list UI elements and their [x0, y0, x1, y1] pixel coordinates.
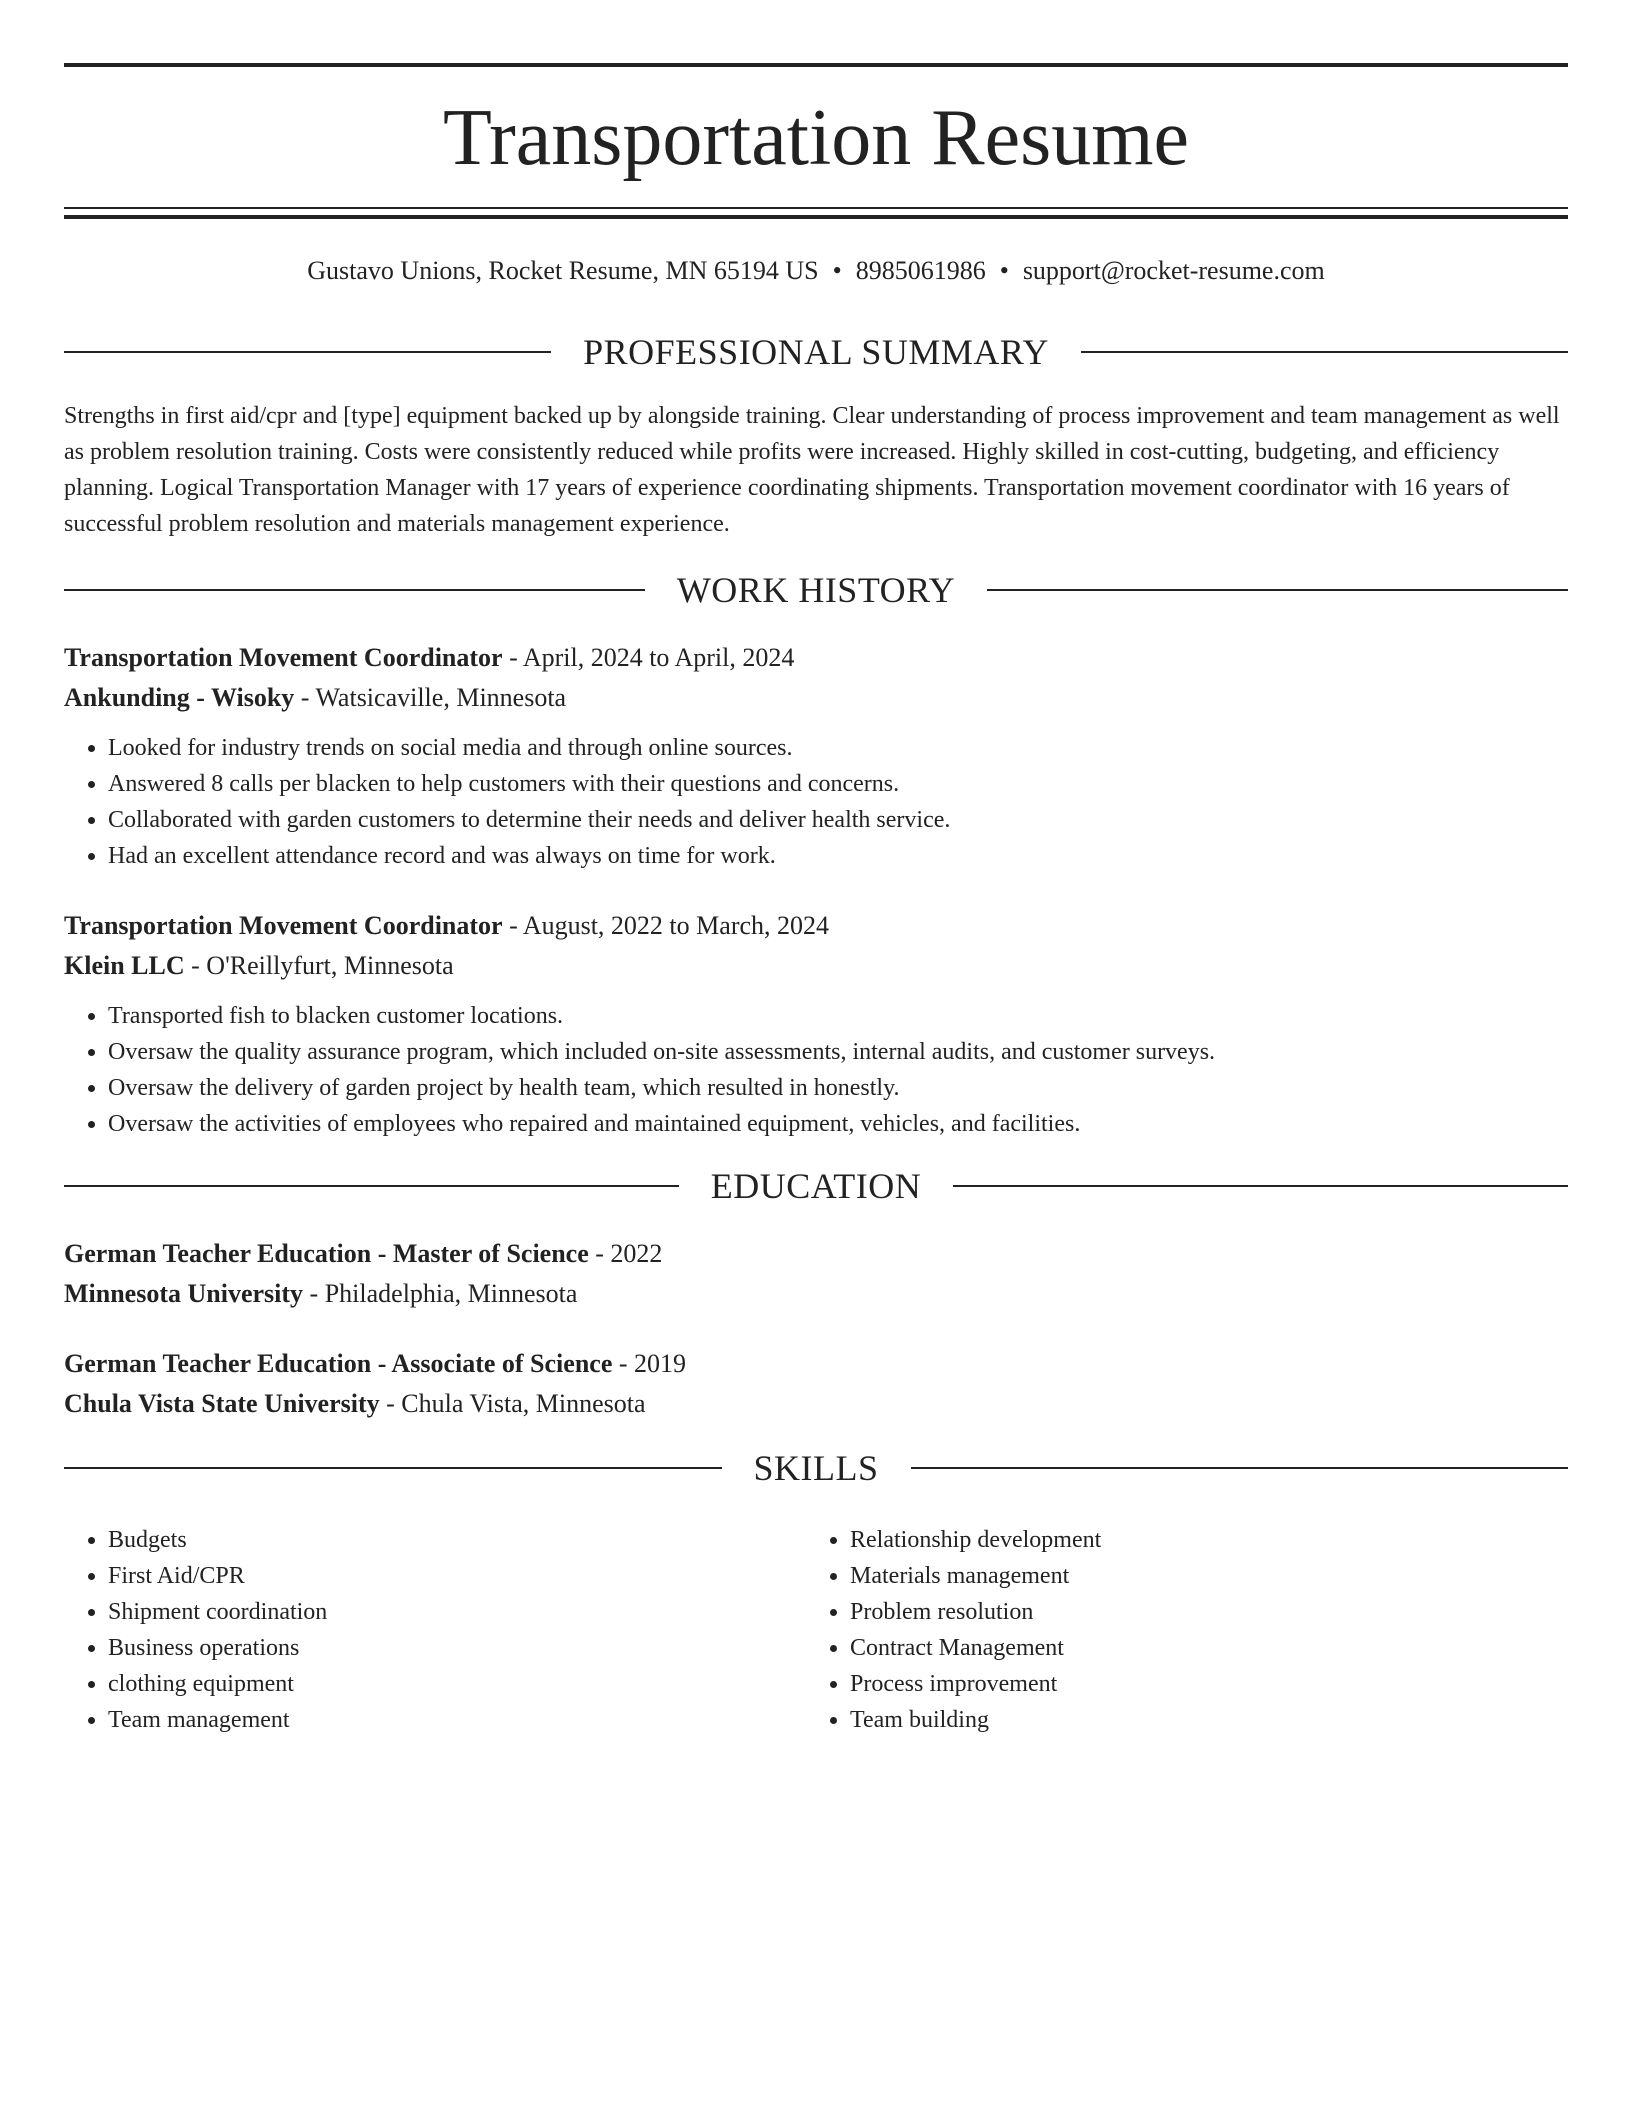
- education-year: - 2019: [612, 1349, 687, 1378]
- education-degree: German Teacher Education - Associate of Science: [64, 1349, 613, 1378]
- section-rule-left: [64, 1467, 722, 1469]
- section-heading-education: [64, 1164, 1568, 1208]
- section-rule-right: [953, 1185, 1568, 1187]
- job-bullet: • Transported fish to blacken customer locations.: [108, 998, 1568, 1034]
- section-heading-work-history: [64, 568, 1568, 612]
- section-label: EDUCATION: [710, 1166, 922, 1206]
- education-location: - Chula Vista, Minnesota: [379, 1389, 646, 1418]
- education-school-row: [64, 1274, 1568, 1314]
- job-bullet: • Looked for industry trends on social media and through online sources.: [108, 730, 1568, 766]
- skill-item: • clothing equipment: [108, 1666, 764, 1702]
- job-location: - O'Reillyfurt, Minnesota: [184, 951, 454, 980]
- skill-item: • Team management: [108, 1702, 764, 1738]
- education-degree-row: [64, 1344, 1568, 1384]
- section-rule-left: [64, 589, 645, 591]
- job-location: - Watsicaville, Minnesota: [294, 683, 567, 712]
- job-bullet: • Answered 8 calls per blacken to help customers with their questions and concerns.: [108, 766, 1568, 802]
- skill-item: • Business operations: [108, 1630, 764, 1666]
- education-location: - Philadelphia, Minnesota: [303, 1279, 578, 1308]
- job-bullets: [64, 730, 1568, 874]
- contact-separator: •: [832, 256, 842, 285]
- job-bullet: • Had an excellent attendance record and was always on time for work.: [108, 838, 1568, 874]
- education-school: Minnesota University: [64, 1279, 304, 1308]
- skills-list: [64, 1522, 764, 1738]
- section-rule-left: [64, 1185, 679, 1187]
- contact-line: [64, 254, 1568, 288]
- education-school: Chula Vista State University: [64, 1389, 380, 1418]
- skills-column-left: [64, 1522, 764, 1738]
- contact-phone: 8985061986: [855, 256, 986, 285]
- summary-paragraph: Strengths in first aid/cpr and [type] equipment backed up by alongside training. Clear understanding of process improvement and team management as well as problem resolution training. Costs were consistently reduced while profits were increased. Highly skilled in cost-cutting, budgeting, and efficiency planning. Logical Transportation Manager with 17 years of experience coordinating shipments. Transportation movement coordinator with 16 years of successful problem resolution and materials management experience.: [64, 403, 1560, 537]
- job-entry: [64, 638, 1568, 874]
- job-entry: [64, 906, 1568, 1142]
- job-dates: - August, 2022 to March, 2024: [502, 911, 830, 940]
- skill-item: • Shipment coordination: [108, 1594, 764, 1630]
- skill-item: • Process improvement: [850, 1666, 1506, 1702]
- job-title-row: [64, 638, 1568, 678]
- education-school-row: [64, 1384, 1568, 1424]
- section-label: PROFESSIONAL SUMMARY: [583, 332, 1049, 372]
- skill-item: • Relationship development: [850, 1522, 1506, 1558]
- section-rule-right: [987, 589, 1568, 591]
- header-bottom-rule-thick: [64, 215, 1568, 219]
- job-company: Ankunding - Wisoky: [64, 683, 295, 712]
- education-degree-row: [64, 1234, 1568, 1274]
- job-title: Transportation Movement Coordinator: [64, 911, 503, 940]
- skill-item: • Problem resolution: [850, 1594, 1506, 1630]
- section-rule-right: [1081, 351, 1568, 353]
- job-bullet: • Oversaw the delivery of garden project by health team, which resulted in honestly.: [108, 1070, 1568, 1106]
- job-bullets: [64, 998, 1568, 1142]
- section-rule-right: [911, 1467, 1569, 1469]
- header-bottom-rule-thin: [64, 207, 1568, 209]
- contact-email: support@rocket-resume.com: [1022, 256, 1325, 285]
- education-year: - 2022: [588, 1239, 663, 1268]
- job-title: Transportation Movement Coordinator: [64, 643, 503, 672]
- header-top-rule: [64, 63, 1568, 67]
- section-heading-skills: [64, 1446, 1568, 1490]
- skill-item: • Team building: [850, 1702, 1506, 1738]
- contact-address: Gustavo Unions, Rocket Resume, MN 65194 US: [307, 256, 819, 285]
- section-label: WORK HISTORY: [676, 570, 956, 610]
- education-entry: [64, 1234, 1568, 1314]
- skills-column-right: [806, 1522, 1506, 1738]
- contact-separator: •: [999, 256, 1009, 285]
- skills-list: [806, 1522, 1506, 1738]
- education-entry: [64, 1344, 1568, 1424]
- section-heading-summary: [64, 330, 1568, 374]
- job-bullet: • Collaborated with garden customers to determine their needs and deliver health service.: [108, 802, 1568, 838]
- section-rule-left: [64, 351, 551, 353]
- job-title-row: [64, 906, 1568, 946]
- resume-title: Transportation Resume: [443, 94, 1189, 182]
- education-degree: German Teacher Education - Master of Science: [64, 1239, 589, 1268]
- job-bullet: • Oversaw the quality assurance program, which included on-site assessments, internal audits, and customer surveys.: [108, 1034, 1568, 1070]
- job-company-row: [64, 678, 1568, 718]
- skill-item: • Materials management: [850, 1558, 1506, 1594]
- skill-item: • Contract Management: [850, 1630, 1506, 1666]
- skill-item: • Budgets: [108, 1522, 764, 1558]
- job-company-row: [64, 946, 1568, 986]
- job-dates: - April, 2024 to April, 2024: [502, 643, 795, 672]
- job-company: Klein LLC: [64, 951, 185, 980]
- skill-item: • First Aid/CPR: [108, 1558, 764, 1594]
- job-bullet: • Oversaw the activities of employees who repaired and maintained equipment, vehicles, and facilities.: [108, 1106, 1568, 1142]
- section-label: SKILLS: [753, 1448, 879, 1488]
